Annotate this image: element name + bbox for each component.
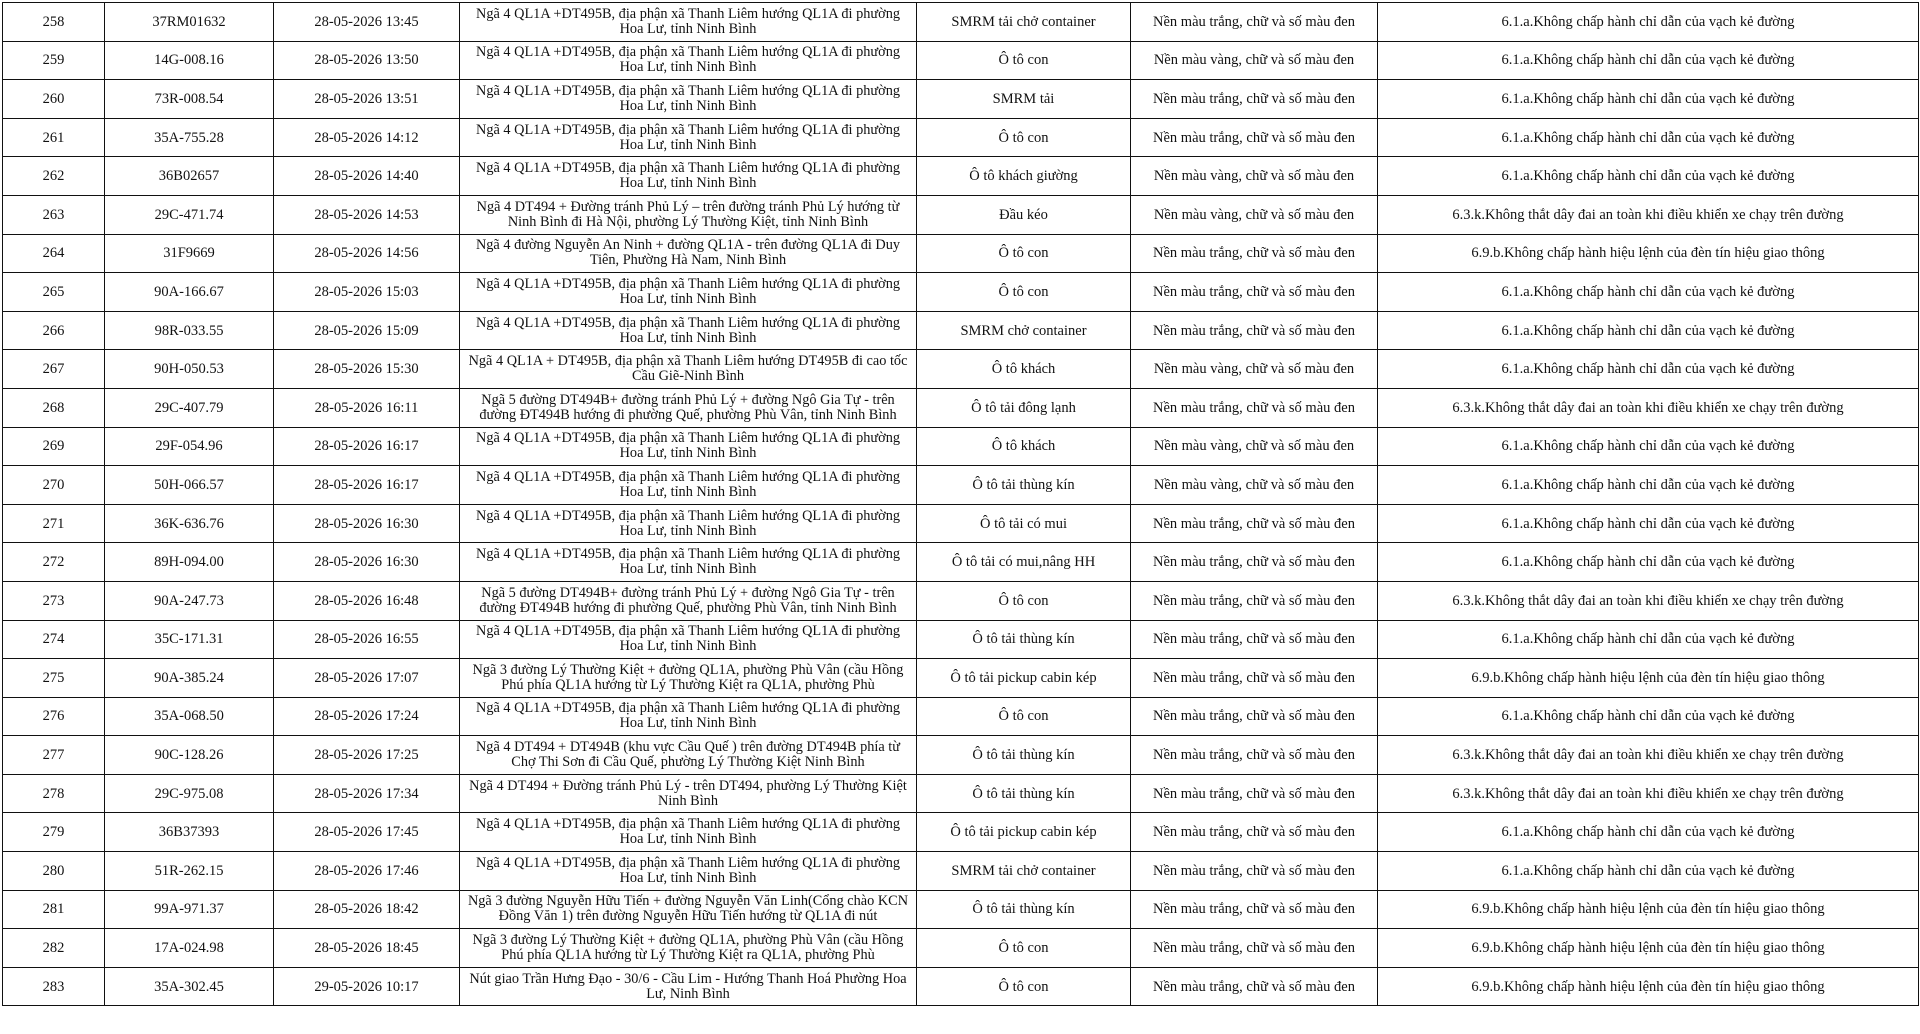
location-text: Ngã 4 QL1A +DT495B, địa phận xã Thanh Liêm hướng QL1A đi phường Hoa Lư, tỉnh Ninh Bình	[476, 701, 900, 732]
row-number-cell: 282	[3, 929, 105, 968]
plate-color-cell: Nền màu trắng, chữ và số màu đen	[1131, 852, 1378, 891]
license-plate-cell: 36K-636.76	[105, 504, 274, 543]
plate-color-cell: Nền màu trắng, chữ và số màu đen	[1131, 581, 1378, 620]
vehicle-type-cell: Ô tô tải thùng kín	[917, 736, 1131, 775]
table-row	[3, 466, 1919, 505]
table-row	[3, 273, 1919, 312]
table-row	[3, 813, 1919, 852]
violation-time-cell: 28-05-2026 16:48	[274, 581, 460, 620]
location-cell	[460, 41, 917, 80]
violation-cell: 6.1.a.Không chấp hành chỉ dẫn của vạch kẻ đường	[1378, 852, 1919, 891]
violations-table	[2, 2, 1919, 1006]
license-plate-cell: 17A-024.98	[105, 929, 274, 968]
location-text: Ngã 4 QL1A +DT495B, địa phận xã Thanh Liêm hướng QL1A đi phường Hoa Lư, tỉnh Ninh Bình	[476, 817, 900, 848]
plate-color-cell: Nền màu trắng, chữ và số màu đen	[1131, 234, 1378, 273]
table-row	[3, 736, 1919, 775]
violation-time-cell: 28-05-2026 17:07	[274, 659, 460, 698]
vehicle-type-cell: Ô tô khách	[917, 427, 1131, 466]
vehicle-type-cell: Ô tô con	[917, 967, 1131, 1006]
row-number-cell: 274	[3, 620, 105, 659]
location-cell	[460, 234, 917, 273]
location-cell	[460, 118, 917, 157]
violation-time-cell: 28-05-2026 17:34	[274, 774, 460, 813]
location-cell	[460, 620, 917, 659]
vehicle-type-cell: Ô tô con	[917, 697, 1131, 736]
row-number-cell: 283	[3, 967, 105, 1006]
vehicle-type-cell: Ô tô con	[917, 41, 1131, 80]
license-plate-cell: 35A-068.50	[105, 697, 274, 736]
violation-time-cell: 28-05-2026 15:03	[274, 273, 460, 312]
location-cell	[460, 543, 917, 582]
table-body	[3, 3, 1919, 1006]
plate-color-cell: Nền màu trắng, chữ và số màu đen	[1131, 543, 1378, 582]
location-text: Ngã 4 QL1A +DT495B, địa phận xã Thanh Liêm hướng QL1A đi phường Hoa Lư, tỉnh Ninh Bình	[476, 855, 900, 886]
table-row	[3, 157, 1919, 196]
vehicle-type-cell: Ô tô con	[917, 273, 1131, 312]
location-text: Ngã 4 QL1A +DT495B, địa phận xã Thanh Liêm hướng QL1A đi phường Hoa Lư, tỉnh Ninh Bình	[476, 161, 900, 192]
location-cell	[460, 80, 917, 119]
row-number-cell: 278	[3, 774, 105, 813]
table-row	[3, 311, 1919, 350]
location-text: Ngã 4 QL1A +DT495B, địa phận xã Thanh Liêm hướng QL1A đi phường Hoa Lư, tỉnh Ninh Bình	[476, 122, 900, 153]
violation-time-cell: 28-05-2026 16:30	[274, 504, 460, 543]
location-cell	[460, 273, 917, 312]
license-plate-cell: 90A-385.24	[105, 659, 274, 698]
row-number-cell: 267	[3, 350, 105, 389]
license-plate-cell: 35C-171.31	[105, 620, 274, 659]
row-number-cell: 275	[3, 659, 105, 698]
violation-cell: 6.1.a.Không chấp hành chỉ dẫn của vạch kẻ đường	[1378, 466, 1919, 505]
vehicle-type-cell: Đầu kéo	[917, 195, 1131, 234]
location-cell	[460, 581, 917, 620]
table-row	[3, 118, 1919, 157]
table-row	[3, 350, 1919, 389]
location-cell	[460, 504, 917, 543]
vehicle-type-cell: SMRM chở container	[917, 311, 1131, 350]
plate-color-cell: Nền màu trắng, chữ và số màu đen	[1131, 774, 1378, 813]
license-plate-cell: 36B37393	[105, 813, 274, 852]
vehicle-type-cell: Ô tô tải pickup cabin kép	[917, 659, 1131, 698]
table-row	[3, 852, 1919, 891]
location-cell	[460, 157, 917, 196]
plate-color-cell: Nền màu trắng, chữ và số màu đen	[1131, 890, 1378, 929]
location-text: Ngã 4 QL1A +DT495B, địa phận xã Thanh Liêm hướng QL1A đi phường Hoa Lư, tỉnh Ninh Bình	[476, 469, 900, 500]
violation-time-cell: 28-05-2026 13:50	[274, 41, 460, 80]
row-number-cell: 265	[3, 273, 105, 312]
license-plate-cell: 89H-094.00	[105, 543, 274, 582]
license-plate-cell: 35A-302.45	[105, 967, 274, 1006]
license-plate-cell: 50H-066.57	[105, 466, 274, 505]
location-text: Ngã 4 QL1A +DT495B, địa phận xã Thanh Liêm hướng QL1A đi phường Hoa Lư, tỉnh Ninh Bình	[476, 45, 900, 76]
table-row	[3, 774, 1919, 813]
license-plate-cell: 36B02657	[105, 157, 274, 196]
location-cell	[460, 466, 917, 505]
vehicle-type-cell: Ô tô tải có mui	[917, 504, 1131, 543]
row-number-cell: 280	[3, 852, 105, 891]
vehicle-type-cell: Ô tô khách	[917, 350, 1131, 389]
violation-cell: 6.1.a.Không chấp hành chỉ dẫn của vạch kẻ đường	[1378, 311, 1919, 350]
vehicle-type-cell: Ô tô con	[917, 234, 1131, 273]
location-text: Ngã 3 đường Lý Thường Kiệt + đường QL1A, phường Phù Vân (cầu Hồng Phú phía QL1A hướng từ Lý Thường Kiệt ra QL1A, phường Phù	[472, 933, 904, 964]
row-number-cell: 272	[3, 543, 105, 582]
vehicle-type-cell: Ô tô tải thùng kín	[917, 774, 1131, 813]
location-text: Ngã 4 đường Nguyễn An Ninh + đường QL1A - trên đường QL1A đi Duy Tiên, Phường Hà Nam, Ninh Bình	[475, 238, 901, 269]
location-text: Ngã 3 đường Lý Thường Kiệt + đường QL1A, phường Phù Vân (cầu Hồng Phú phía QL1A hướng từ Lý Thường Kiệt ra QL1A, phường Phù	[472, 662, 904, 693]
violation-cell: 6.3.k.Không thắt dây đai an toàn khi điều khiển xe chạy trên đường	[1378, 581, 1919, 620]
location-cell	[460, 929, 917, 968]
plate-color-cell: Nền màu vàng, chữ và số màu đen	[1131, 157, 1378, 196]
license-plate-cell: 29F-054.96	[105, 427, 274, 466]
license-plate-cell: 29C-407.79	[105, 388, 274, 427]
table-row	[3, 504, 1919, 543]
plate-color-cell: Nền màu trắng, chữ và số màu đen	[1131, 813, 1378, 852]
location-text: Ngã 4 QL1A +DT495B, địa phận xã Thanh Liêm hướng QL1A đi phường Hoa Lư, tỉnh Ninh Bình	[476, 624, 900, 655]
location-text: Ngã 4 QL1A +DT495B, địa phận xã Thanh Liêm hướng QL1A đi phường Hoa Lư, tỉnh Ninh Bình	[476, 315, 900, 346]
table-row	[3, 890, 1919, 929]
row-number-cell: 264	[3, 234, 105, 273]
violation-cell: 6.1.a.Không chấp hành chỉ dẫn của vạch kẻ đường	[1378, 697, 1919, 736]
violation-time-cell: 29-05-2026 10:17	[274, 967, 460, 1006]
location-cell	[460, 852, 917, 891]
license-plate-cell: 29C-471.74	[105, 195, 274, 234]
license-plate-cell: 35A-755.28	[105, 118, 274, 157]
violation-cell: 6.3.k.Không thắt dây đai an toàn khi điều khiển xe chạy trên đường	[1378, 774, 1919, 813]
location-cell	[460, 890, 917, 929]
license-plate-cell: 14G-008.16	[105, 41, 274, 80]
plate-color-cell: Nền màu trắng, chữ và số màu đen	[1131, 118, 1378, 157]
plate-color-cell: Nền màu trắng, chữ và số màu đen	[1131, 311, 1378, 350]
row-number-cell: 277	[3, 736, 105, 775]
violation-time-cell: 28-05-2026 16:55	[274, 620, 460, 659]
plate-color-cell: Nền màu trắng, chữ và số màu đen	[1131, 273, 1378, 312]
table-row	[3, 929, 1919, 968]
violation-time-cell: 28-05-2026 16:11	[274, 388, 460, 427]
plate-color-cell: Nền màu trắng, chữ và số màu đen	[1131, 3, 1378, 42]
table-row	[3, 195, 1919, 234]
violation-time-cell: 28-05-2026 15:30	[274, 350, 460, 389]
plate-color-cell: Nền màu vàng, chữ và số màu đen	[1131, 350, 1378, 389]
row-number-cell: 258	[3, 3, 105, 42]
violation-time-cell: 28-05-2026 17:46	[274, 852, 460, 891]
location-text: Ngã 4 QL1A +DT495B, địa phận xã Thanh Liêm hướng QL1A đi phường Hoa Lư, tỉnh Ninh Bình	[476, 6, 900, 37]
vehicle-type-cell: SMRM tải	[917, 80, 1131, 119]
violation-cell: 6.9.b.Không chấp hành hiệu lệnh của đèn tín hiệu giao thông	[1378, 929, 1919, 968]
location-text: Ngã 4 QL1A +DT495B, địa phận xã Thanh Liêm hướng QL1A đi phường Hoa Lư, tỉnh Ninh Bình	[476, 83, 900, 114]
license-plate-cell: 73R-008.54	[105, 80, 274, 119]
location-cell	[460, 736, 917, 775]
violation-cell: 6.1.a.Không chấp hành chỉ dẫn của vạch kẻ đường	[1378, 3, 1919, 42]
location-cell	[460, 311, 917, 350]
vehicle-type-cell: Ô tô con	[917, 118, 1131, 157]
location-cell	[460, 350, 917, 389]
table-row	[3, 697, 1919, 736]
table-row	[3, 41, 1919, 80]
row-number-cell: 266	[3, 311, 105, 350]
violation-cell: 6.1.a.Không chấp hành chỉ dẫn của vạch kẻ đường	[1378, 118, 1919, 157]
location-text: Ngã 4 QL1A + DT495B, địa phận xã Thanh Liêm hướng DT495B đi cao tốc Cầu Giẽ-Ninh Bình	[468, 354, 908, 385]
violation-cell: 6.1.a.Không chấp hành chỉ dẫn của vạch kẻ đường	[1378, 504, 1919, 543]
plate-color-cell: Nền màu trắng, chữ và số màu đen	[1131, 736, 1378, 775]
violation-time-cell: 28-05-2026 16:17	[274, 427, 460, 466]
vehicle-type-cell: Ô tô tải có mui,nâng HH	[917, 543, 1131, 582]
license-plate-cell: 90C-128.26	[105, 736, 274, 775]
table-row	[3, 659, 1919, 698]
violation-cell: 6.9.b.Không chấp hành hiệu lệnh của đèn tín hiệu giao thông	[1378, 659, 1919, 698]
row-number-cell: 279	[3, 813, 105, 852]
location-cell	[460, 3, 917, 42]
table-row	[3, 581, 1919, 620]
violation-cell: 6.9.b.Không chấp hành hiệu lệnh của đèn tín hiệu giao thông	[1378, 890, 1919, 929]
vehicle-type-cell: Ô tô con	[917, 581, 1131, 620]
license-plate-cell: 98R-033.55	[105, 311, 274, 350]
table-row	[3, 80, 1919, 119]
table-row	[3, 427, 1919, 466]
vehicle-type-cell: Ô tô tải đông lạnh	[917, 388, 1131, 427]
vehicle-type-cell: Ô tô tải thùng kín	[917, 890, 1131, 929]
violation-time-cell: 28-05-2026 13:45	[274, 3, 460, 42]
vehicle-type-cell: Ô tô khách giường	[917, 157, 1131, 196]
table-row	[3, 388, 1919, 427]
location-cell	[460, 388, 917, 427]
violation-cell: 6.1.a.Không chấp hành chỉ dẫn của vạch kẻ đường	[1378, 813, 1919, 852]
license-plate-cell: 29C-975.08	[105, 774, 274, 813]
violation-cell: 6.1.a.Không chấp hành chỉ dẫn của vạch kẻ đường	[1378, 157, 1919, 196]
violation-cell: 6.3.k.Không thắt dây đai an toàn khi điều khiển xe chạy trên đường	[1378, 388, 1919, 427]
vehicle-type-cell: Ô tô tải pickup cabin kép	[917, 813, 1131, 852]
violation-time-cell: 28-05-2026 14:12	[274, 118, 460, 157]
license-plate-cell: 37RM01632	[105, 3, 274, 42]
row-number-cell: 259	[3, 41, 105, 80]
violation-time-cell: 28-05-2026 13:51	[274, 80, 460, 119]
plate-color-cell: Nền màu trắng, chữ và số màu đen	[1131, 697, 1378, 736]
vehicle-type-cell: SMRM tải chở container	[917, 852, 1131, 891]
location-text: Ngã 4 QL1A +DT495B, địa phận xã Thanh Liêm hướng QL1A đi phường Hoa Lư, tỉnh Ninh Bình	[476, 276, 900, 307]
location-cell	[460, 195, 917, 234]
violation-cell: 6.1.a.Không chấp hành chỉ dẫn của vạch kẻ đường	[1378, 350, 1919, 389]
plate-color-cell: Nền màu trắng, chữ và số màu đen	[1131, 388, 1378, 427]
plate-color-cell: Nền màu trắng, chữ và số màu đen	[1131, 659, 1378, 698]
vehicle-type-cell: SMRM tải chở container	[917, 3, 1131, 42]
location-cell	[460, 813, 917, 852]
location-cell	[460, 659, 917, 698]
violation-time-cell: 28-05-2026 16:17	[274, 466, 460, 505]
row-number-cell: 269	[3, 427, 105, 466]
violation-time-cell: 28-05-2026 16:30	[274, 543, 460, 582]
violation-time-cell: 28-05-2026 14:56	[274, 234, 460, 273]
location-cell	[460, 967, 917, 1006]
violation-cell: 6.9.b.Không chấp hành hiệu lệnh của đèn tín hiệu giao thông	[1378, 967, 1919, 1006]
violation-cell: 6.1.a.Không chấp hành chỉ dẫn của vạch kẻ đường	[1378, 41, 1919, 80]
plate-color-cell: Nền màu vàng, chữ và số màu đen	[1131, 427, 1378, 466]
violation-time-cell: 28-05-2026 17:24	[274, 697, 460, 736]
row-number-cell: 271	[3, 504, 105, 543]
plate-color-cell: Nền màu trắng, chữ và số màu đen	[1131, 620, 1378, 659]
violation-cell: 6.1.a.Không chấp hành chỉ dẫn của vạch kẻ đường	[1378, 543, 1919, 582]
license-plate-cell: 31F9669	[105, 234, 274, 273]
row-number-cell: 273	[3, 581, 105, 620]
license-plate-cell: 90H-050.53	[105, 350, 274, 389]
violation-time-cell: 28-05-2026 14:40	[274, 157, 460, 196]
violation-cell: 6.9.b.Không chấp hành hiệu lệnh của đèn tín hiệu giao thông	[1378, 234, 1919, 273]
license-plate-cell: 90A-166.67	[105, 273, 274, 312]
violation-time-cell: 28-05-2026 15:09	[274, 311, 460, 350]
location-text: Ngã 4 QL1A +DT495B, địa phận xã Thanh Liêm hướng QL1A đi phường Hoa Lư, tỉnh Ninh Bình	[476, 508, 900, 539]
location-cell	[460, 427, 917, 466]
violation-cell: 6.3.k.Không thắt dây đai an toàn khi điều khiển xe chạy trên đường	[1378, 195, 1919, 234]
violation-cell: 6.3.k.Không thắt dây đai an toàn khi điều khiển xe chạy trên đường	[1378, 736, 1919, 775]
table-row	[3, 3, 1919, 42]
vehicle-type-cell: Ô tô con	[917, 929, 1131, 968]
plate-color-cell: Nền màu vàng, chữ và số màu đen	[1131, 195, 1378, 234]
violation-time-cell: 28-05-2026 14:53	[274, 195, 460, 234]
violation-time-cell: 28-05-2026 18:45	[274, 929, 460, 968]
table-row	[3, 543, 1919, 582]
violation-cell: 6.1.a.Không chấp hành chỉ dẫn của vạch kẻ đường	[1378, 427, 1919, 466]
vehicle-type-cell: Ô tô tải thùng kín	[917, 620, 1131, 659]
row-number-cell: 263	[3, 195, 105, 234]
plate-color-cell: Nền màu trắng, chữ và số màu đen	[1131, 504, 1378, 543]
location-text: Ngã 3 đường Nguyễn Hữu Tiến + đường Nguyễn Văn Linh(Cổng chào KCN Đồng Văn 1) trên đường Nguyễn Hữu Tiến hướng từ QL1A đi nút	[467, 894, 909, 925]
plate-color-cell: Nền màu trắng, chữ và số màu đen	[1131, 80, 1378, 119]
row-number-cell: 270	[3, 466, 105, 505]
location-cell	[460, 697, 917, 736]
row-number-cell: 276	[3, 697, 105, 736]
violation-cell: 6.1.a.Không chấp hành chỉ dẫn của vạch kẻ đường	[1378, 273, 1919, 312]
location-text: Nút giao Trần Hưng Đạo - 30/6 - Cầu Lim - Hướng Thanh Hoá Phường Hoa Lư, Ninh Bình	[469, 971, 907, 1002]
violation-time-cell: 28-05-2026 18:42	[274, 890, 460, 929]
table-row	[3, 234, 1919, 273]
location-text: Ngã 4 DT494 + DT494B (khu vực Cầu Quế ) trên đường DT494B phía từ Chợ Thi Sơn đi Cầu Quế, phường Lý Thường Kiệt Ninh Bình	[475, 740, 901, 771]
plate-color-cell: Nền màu vàng, chữ và số màu đen	[1131, 41, 1378, 80]
location-text: Ngã 4 DT494 + Đường tránh Phủ Lý - trên DT494, phường Lý Thường Kiệt Ninh Bình	[469, 778, 907, 809]
violation-time-cell: 28-05-2026 17:25	[274, 736, 460, 775]
location-cell	[460, 774, 917, 813]
table-row	[3, 967, 1919, 1006]
row-number-cell: 261	[3, 118, 105, 157]
vehicle-type-cell: Ô tô tải thùng kín	[917, 466, 1131, 505]
license-plate-cell: 51R-262.15	[105, 852, 274, 891]
plate-color-cell: Nền màu vàng, chữ và số màu đen	[1131, 466, 1378, 505]
plate-color-cell: Nền màu trắng, chữ và số màu đen	[1131, 929, 1378, 968]
location-text: Ngã 4 DT494 + Đường tránh Phủ Lý – trên đường tránh Phủ Lý hướng từ Ninh Bình đi Hà Nội, phường Lý Thường Kiệt, tỉnh Ninh Bình	[476, 199, 900, 230]
row-number-cell: 281	[3, 890, 105, 929]
violation-cell: 6.1.a.Không chấp hành chỉ dẫn của vạch kẻ đường	[1378, 620, 1919, 659]
license-plate-cell: 99A-971.37	[105, 890, 274, 929]
row-number-cell: 262	[3, 157, 105, 196]
plate-color-cell: Nền màu trắng, chữ và số màu đen	[1131, 967, 1378, 1006]
table-row	[3, 620, 1919, 659]
location-text: Ngã 5 đường DT494B+ đường tránh Phủ Lý + đường Ngô Gia Tự - trên đường ĐT494B hướng đi phường Quế, phường Phù Vân, tỉnh Ninh Bình	[479, 392, 897, 423]
row-number-cell: 260	[3, 80, 105, 119]
location-text: Ngã 5 đường DT494B+ đường tránh Phủ Lý + đường Ngô Gia Tự - trên đường ĐT494B hướng đi phường Quế, phường Phù Vân, tỉnh Ninh Bình	[479, 585, 897, 616]
location-text: Ngã 4 QL1A +DT495B, địa phận xã Thanh Liêm hướng QL1A đi phường Hoa Lư, tỉnh Ninh Bình	[476, 431, 900, 462]
violation-cell: 6.1.a.Không chấp hành chỉ dẫn của vạch kẻ đường	[1378, 80, 1919, 119]
license-plate-cell: 90A-247.73	[105, 581, 274, 620]
violation-time-cell: 28-05-2026 17:45	[274, 813, 460, 852]
row-number-cell: 268	[3, 388, 105, 427]
location-text: Ngã 4 QL1A +DT495B, địa phận xã Thanh Liêm hướng QL1A đi phường Hoa Lư, tỉnh Ninh Bình	[476, 547, 900, 578]
